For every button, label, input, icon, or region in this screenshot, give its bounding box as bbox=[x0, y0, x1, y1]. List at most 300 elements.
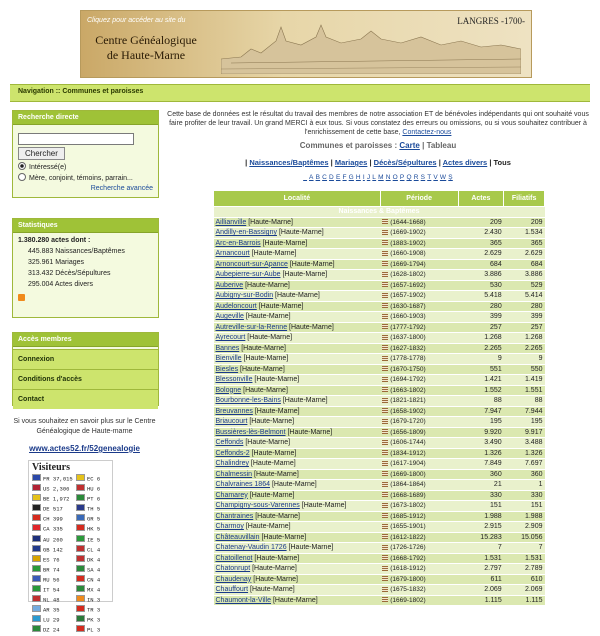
list-icon[interactable] bbox=[382, 408, 388, 413]
list-icon[interactable] bbox=[382, 240, 388, 245]
list-icon[interactable] bbox=[382, 324, 388, 329]
col-filiatifs[interactable]: Filiatifs bbox=[504, 191, 545, 207]
flag-icon bbox=[32, 625, 41, 632]
cell-localite bbox=[214, 553, 381, 564]
search-button[interactable]: Chercher bbox=[18, 147, 65, 160]
list-icon[interactable] bbox=[382, 461, 388, 466]
cell-localite bbox=[214, 333, 381, 344]
periode-text: (1655-1901) bbox=[390, 523, 426, 530]
periode-text: (1670-1750) bbox=[390, 365, 426, 373]
cell-localite bbox=[214, 343, 381, 354]
list-icon[interactable] bbox=[382, 251, 388, 256]
cell-localite bbox=[214, 385, 381, 396]
cell-actes: 551 bbox=[458, 364, 504, 375]
departement-label: [Haute-Marne] bbox=[287, 428, 333, 436]
list-icon[interactable] bbox=[382, 303, 388, 308]
flag-icon bbox=[76, 524, 85, 531]
list-icon[interactable] bbox=[382, 387, 388, 392]
localite-link[interactable]: Aubepierre-sur-Aube bbox=[215, 271, 281, 278]
table-row bbox=[214, 595, 545, 606]
visitor-country-code: HU bbox=[87, 485, 94, 493]
cell-localite bbox=[214, 438, 381, 449]
alphabet-letter-link[interactable]: O bbox=[392, 174, 398, 181]
list-icon[interactable] bbox=[382, 282, 388, 287]
cell-actes: 2.797 bbox=[458, 564, 504, 575]
cell-periode bbox=[380, 459, 458, 470]
localite-link[interactable]: Blessonville bbox=[215, 376, 253, 383]
visitor-country-code: DZ bbox=[43, 626, 50, 634]
alphabet-letter-link[interactable]: A bbox=[309, 174, 314, 181]
list-icon[interactable] bbox=[382, 450, 388, 455]
periode-text: (1630-1687) bbox=[390, 302, 426, 310]
visitor-country-row bbox=[76, 494, 114, 504]
localite-link[interactable]: Charmoy bbox=[215, 523, 244, 530]
periode-text: (1660-1903) bbox=[390, 313, 426, 320]
table-row bbox=[214, 312, 545, 323]
list-icon[interactable] bbox=[382, 587, 388, 592]
visitor-count: 1,972 bbox=[52, 495, 70, 503]
visitor-country-code: SA bbox=[87, 566, 94, 574]
periode-text: (1675-1832) bbox=[390, 586, 426, 593]
cell-actes: 3.490 bbox=[458, 438, 504, 449]
localite-link[interactable]: Ayrecourt bbox=[215, 334, 246, 341]
alphabet-letter-link[interactable]: S bbox=[420, 174, 426, 181]
menu-contact[interactable]: Contact bbox=[13, 389, 158, 409]
localite-link[interactable]: Arc-en-Barrois bbox=[215, 239, 261, 247]
localite-link[interactable]: Arnoncourt-sur-Apance bbox=[215, 260, 288, 268]
localite-link[interactable]: Briaucourt bbox=[215, 418, 248, 425]
list-icon[interactable] bbox=[382, 314, 388, 319]
cell-localite bbox=[214, 480, 381, 491]
localite-link[interactable]: Audeloncourt bbox=[215, 302, 257, 310]
list-icon[interactable] bbox=[382, 335, 388, 340]
cell-filiatifs: 529 bbox=[504, 280, 545, 291]
localite-link[interactable]: Arnancourt bbox=[215, 250, 250, 257]
cell-filiatifs: 2.069 bbox=[504, 585, 545, 596]
cell-filiatifs: 1.115 bbox=[504, 595, 545, 606]
localite-link[interactable]: Breuvannes bbox=[215, 407, 253, 415]
site-banner[interactable] bbox=[80, 10, 532, 78]
col-localite[interactable]: Localité bbox=[214, 191, 381, 207]
cell-localite bbox=[214, 501, 381, 512]
banner-click-text: Cliquez pour accéder au site du bbox=[87, 17, 186, 24]
cell-actes: 257 bbox=[458, 322, 504, 333]
flag-icon bbox=[76, 615, 85, 622]
cell-periode bbox=[380, 427, 458, 438]
alphabet-letter-link[interactable]: C bbox=[322, 174, 328, 181]
visitor-count: 29 bbox=[52, 616, 60, 624]
list-icon[interactable] bbox=[382, 356, 388, 361]
visitor-country-row bbox=[76, 524, 114, 534]
departement-label: [Haute-Marne] bbox=[289, 260, 335, 268]
visitor-country-row bbox=[76, 545, 114, 555]
cell-filiatifs: 399 bbox=[504, 312, 545, 323]
periode-text: (1644-1668) bbox=[390, 218, 426, 226]
visitor-count: 37,015 bbox=[52, 475, 73, 483]
cell-periode bbox=[380, 574, 458, 585]
cell-filiatifs: 7.944 bbox=[504, 406, 545, 417]
table-row bbox=[214, 532, 545, 543]
advanced-search-link[interactable]: Recherche avancée bbox=[90, 185, 153, 192]
side-info-text: Si vous souhaitez en savoir plus sur le Centre Généalogique de Haute-marne bbox=[13, 418, 156, 435]
visitor-country-row bbox=[32, 514, 76, 524]
cell-localite bbox=[214, 459, 381, 470]
visitor-count: 3 bbox=[96, 596, 101, 604]
localite-link[interactable]: Bourbonne-les-Bains bbox=[215, 397, 281, 404]
table-row bbox=[214, 585, 545, 596]
visitor-country-code: AU bbox=[43, 536, 50, 544]
visitor-country-row bbox=[32, 555, 76, 565]
cell-filiatifs: 1.326 bbox=[504, 448, 545, 459]
departement-label: [Haute-Marne] bbox=[254, 470, 299, 478]
filter-naissances[interactable]: Naissances/Baptêmes bbox=[249, 158, 329, 167]
cell-localite bbox=[214, 543, 381, 554]
cell-actes: 1.988 bbox=[458, 511, 504, 522]
rss-icon[interactable] bbox=[18, 294, 25, 301]
cell-localite bbox=[214, 238, 381, 249]
table-row bbox=[214, 249, 545, 260]
list-icon[interactable] bbox=[382, 293, 388, 298]
menu-connexion[interactable]: Connexion bbox=[13, 349, 158, 369]
alphabet-letter-link[interactable]: F bbox=[342, 174, 347, 181]
search-input[interactable] bbox=[18, 133, 134, 145]
visitor-country-row bbox=[32, 474, 76, 484]
list-icon[interactable] bbox=[382, 471, 388, 476]
visitor-country-code: BR bbox=[43, 566, 50, 574]
filter-mariages[interactable]: Mariages bbox=[334, 158, 368, 167]
visitor-count: 24 bbox=[52, 626, 60, 634]
periode-text: (1658-1902) bbox=[390, 407, 426, 415]
table-row bbox=[214, 480, 545, 491]
table-row bbox=[214, 385, 545, 396]
cell-actes: 684 bbox=[458, 259, 504, 270]
flag-icon bbox=[76, 565, 85, 572]
table-row bbox=[214, 259, 545, 270]
visitor-country-code: IT bbox=[43, 586, 50, 594]
localite-link[interactable]: Andilly-en-Bassigny bbox=[215, 229, 277, 236]
cell-actes: 2.629 bbox=[458, 249, 504, 260]
localite-link[interactable]: Aillianville bbox=[215, 218, 247, 226]
alphabet-letter-link[interactable]: N bbox=[385, 174, 391, 181]
localite-link[interactable]: Chantraines bbox=[215, 512, 254, 520]
alphabet-letter-link[interactable]: Q bbox=[406, 174, 412, 181]
visitor-country-row bbox=[76, 575, 114, 585]
filter-divers[interactable]: Actes divers bbox=[442, 158, 488, 167]
list-icon[interactable] bbox=[382, 524, 388, 529]
table-row bbox=[214, 543, 545, 554]
cell-periode bbox=[380, 396, 458, 407]
table-row bbox=[214, 469, 545, 480]
act-type-filter: | Naissances/Baptêmes | Mariages | Décès/Sépultures | Actes divers | Tous bbox=[245, 158, 511, 167]
visitor-country-row bbox=[76, 474, 114, 484]
flag-icon bbox=[32, 545, 41, 552]
alphabet-letter-link[interactable]: Ş bbox=[448, 174, 453, 181]
visitor-country-row bbox=[32, 504, 76, 514]
flag-icon bbox=[32, 524, 41, 531]
localite-link[interactable]: Ceffonds-2 bbox=[215, 449, 250, 457]
visitor-country-code: MX bbox=[87, 586, 94, 594]
list-icon[interactable] bbox=[382, 566, 388, 571]
localite-link[interactable]: Châteauvillain bbox=[215, 533, 260, 541]
visitor-country-code: ES bbox=[43, 556, 50, 564]
list-icon[interactable] bbox=[382, 492, 388, 497]
cell-localite bbox=[214, 532, 381, 543]
flag-icon bbox=[32, 484, 41, 491]
periode-text: (1660-1908) bbox=[390, 250, 426, 257]
alphabet-letter-link[interactable]: R bbox=[413, 174, 419, 181]
visitor-count: 76 bbox=[52, 556, 60, 564]
visitor-country-code: IN bbox=[87, 596, 94, 604]
visitor-count: 4 bbox=[96, 546, 101, 554]
cell-periode bbox=[380, 291, 458, 302]
departement-label: [Haute-Marne] bbox=[282, 397, 328, 404]
localite-link[interactable]: Chalindrey bbox=[215, 460, 249, 467]
cell-filiatifs: 209 bbox=[504, 217, 545, 228]
visitor-country-row bbox=[76, 595, 114, 605]
table-row bbox=[214, 291, 545, 302]
cell-filiatifs: 1.534 bbox=[504, 228, 545, 239]
cell-filiatifs: 15.056 bbox=[504, 532, 545, 543]
periode-text: (1657-1692) bbox=[390, 281, 426, 289]
visitor-count: 4 bbox=[96, 576, 101, 584]
cell-localite bbox=[214, 228, 381, 239]
stats-panel-title: Statistiques bbox=[13, 219, 158, 233]
visitor-count: 6 bbox=[96, 475, 101, 483]
localite-link[interactable]: Chatenay-Vaudin 1726 bbox=[215, 544, 287, 551]
departement-label: [Haute-Marne] bbox=[248, 218, 293, 226]
cell-actes: 1.421 bbox=[458, 375, 504, 386]
localite-link[interactable]: Chaudenay bbox=[215, 575, 252, 583]
cell-filiatifs: 1.551 bbox=[504, 385, 545, 396]
localite-link[interactable]: Chamarey bbox=[215, 491, 248, 499]
visitor-count: 4 bbox=[96, 586, 101, 594]
visitor-count: 74 bbox=[52, 566, 60, 574]
visitor-country-code: DE bbox=[43, 505, 50, 513]
radio-interesse[interactable] bbox=[18, 162, 26, 170]
navigation-breadcrumb: Navigation :: Communes et paroisses bbox=[18, 88, 144, 95]
list-icon[interactable] bbox=[382, 230, 388, 235]
list-icon[interactable] bbox=[382, 576, 388, 581]
cell-localite bbox=[214, 364, 381, 375]
col-periode[interactable]: Période bbox=[380, 191, 458, 207]
visitor-country-code: CL bbox=[87, 546, 94, 554]
stats-divers: 295.004 Actes divers bbox=[28, 281, 93, 288]
cell-filiatifs: 7.697 bbox=[504, 459, 545, 470]
search-panel bbox=[12, 110, 159, 198]
alphabet-letter-link[interactable]: M bbox=[378, 174, 384, 181]
banner-caption: LANGRES -1700- bbox=[457, 16, 525, 26]
departement-label: [Haute-Marne] bbox=[254, 376, 300, 383]
list-icon[interactable] bbox=[382, 398, 388, 403]
alphabet-letter-link[interactable]: J bbox=[366, 174, 371, 181]
table-row bbox=[214, 417, 545, 428]
table-row bbox=[214, 406, 545, 417]
departement-label: [Haute-Marne] bbox=[289, 323, 334, 331]
visitor-count: 35 bbox=[52, 606, 60, 614]
stats-total: 1.380.280 actes dont : bbox=[18, 237, 91, 244]
menu-conditions[interactable]: Conditions d'accès bbox=[13, 369, 158, 389]
cell-periode bbox=[380, 501, 458, 512]
flag-icon bbox=[76, 575, 85, 582]
alphabet-letter-link[interactable]: V bbox=[433, 174, 438, 181]
localite-link[interactable]: Chalvraines 1864 bbox=[215, 481, 270, 488]
flag-icon bbox=[32, 585, 41, 592]
cell-actes: 1.552 bbox=[458, 385, 504, 396]
departement-label: [Haute-Marne] bbox=[250, 586, 295, 593]
cell-actes: 195 bbox=[458, 417, 504, 428]
localite-link[interactable]: Aubigny-sur-Bodin bbox=[215, 292, 274, 299]
localite-link[interactable]: Biesles bbox=[215, 365, 239, 373]
table-row bbox=[214, 511, 545, 522]
list-icon[interactable] bbox=[382, 345, 388, 350]
localite-link[interactable]: Chauffourt bbox=[215, 586, 249, 593]
list-icon[interactable] bbox=[382, 513, 388, 518]
members-panel-title: Accès membres bbox=[13, 333, 158, 347]
visitor-count: 5 bbox=[96, 505, 101, 513]
localite-link[interactable]: Champigny-sous-Varennes bbox=[215, 502, 300, 509]
alphabet-letter-link[interactable]: G bbox=[348, 174, 354, 181]
col-actes[interactable]: Actes bbox=[458, 191, 504, 207]
flag-icon bbox=[76, 494, 85, 501]
departement-label: [Haute-Marne] bbox=[251, 449, 297, 457]
localite-link[interactable]: Chaumont-la-Ville bbox=[215, 596, 272, 604]
visitors-title: Visiteurs bbox=[32, 462, 70, 473]
departement-label: [Haute-Marne] bbox=[251, 250, 297, 257]
periode-text: (1679-1800) bbox=[390, 575, 426, 583]
localite-link[interactable]: Bussières-lès-Belmont bbox=[215, 428, 286, 436]
radio-mere-conjoint[interactable] bbox=[18, 173, 26, 181]
cell-filiatifs: 550 bbox=[504, 364, 545, 375]
intro-paragraph bbox=[166, 110, 590, 137]
departement-label: [Haute-Marne] bbox=[288, 544, 334, 551]
cell-periode bbox=[380, 238, 458, 249]
periode-text: (1685-1912) bbox=[390, 512, 426, 520]
periode-text: (1656-1809) bbox=[390, 428, 426, 436]
localite-link[interactable]: Chatoillenot bbox=[215, 554, 253, 562]
table-row bbox=[214, 396, 545, 407]
visitor-country-code: LU bbox=[43, 616, 50, 624]
localite-link[interactable]: Ceffonds bbox=[215, 439, 244, 446]
visitor-country-row bbox=[32, 545, 76, 555]
visitor-country-code: CA bbox=[43, 525, 50, 533]
list-icon[interactable] bbox=[382, 419, 388, 424]
filter-deces[interactable]: Décès/Sépultures bbox=[373, 158, 437, 167]
alphabet-letter-link[interactable]: _ bbox=[303, 174, 308, 181]
localite-link[interactable]: Augeville bbox=[215, 313, 244, 320]
alphabet-letter-link[interactable]: D bbox=[329, 174, 334, 181]
list-icon[interactable] bbox=[382, 534, 388, 539]
localite-link[interactable]: Chatonrupt bbox=[215, 565, 251, 572]
visitor-country-code: HK bbox=[87, 525, 94, 533]
table-row bbox=[214, 448, 545, 459]
alphabet-letter-link[interactable]: B bbox=[315, 174, 321, 181]
cell-filiatifs: 1.268 bbox=[504, 333, 545, 344]
cell-periode bbox=[380, 385, 458, 396]
cell-periode bbox=[380, 322, 458, 333]
alphabet-letter-link[interactable]: H bbox=[355, 174, 361, 181]
table-row bbox=[214, 522, 545, 533]
cell-actes: 1.531 bbox=[458, 553, 504, 564]
visitor-country-row bbox=[76, 585, 114, 595]
alphabet-letter-link[interactable]: W bbox=[439, 174, 447, 181]
list-icon[interactable] bbox=[382, 503, 388, 508]
list-icon[interactable] bbox=[382, 545, 388, 550]
cell-filiatifs: 280 bbox=[504, 301, 545, 312]
periode-text: (1606-1744) bbox=[390, 439, 426, 446]
cell-filiatifs: 360 bbox=[504, 469, 545, 480]
table-row bbox=[214, 438, 545, 449]
alphabet-letter-link[interactable]: T bbox=[427, 174, 432, 181]
cell-filiatifs: 684 bbox=[504, 259, 545, 270]
list-icon[interactable] bbox=[382, 440, 388, 445]
flag-icon bbox=[76, 545, 85, 552]
cell-localite bbox=[214, 322, 381, 333]
visitor-country-code: CN bbox=[87, 576, 94, 584]
cell-localite bbox=[214, 270, 381, 281]
cell-actes: 7 bbox=[458, 543, 504, 554]
table-row bbox=[214, 343, 545, 354]
alphabet-letter-link[interactable]: P bbox=[399, 174, 405, 181]
carte-link[interactable]: Carte bbox=[399, 141, 420, 150]
cell-localite bbox=[214, 396, 381, 407]
localite-link[interactable]: Bologne bbox=[215, 386, 242, 394]
departement-label: [Haute-Marne] bbox=[258, 302, 304, 310]
alphabet-letter-link[interactable]: L bbox=[372, 174, 377, 181]
visitors-widget[interactable] bbox=[28, 460, 113, 634]
communes-table bbox=[213, 190, 545, 606]
periode-text: (1679-1720) bbox=[390, 418, 426, 425]
visitor-country-code: PK bbox=[87, 616, 94, 624]
cell-localite bbox=[214, 217, 381, 228]
list-icon[interactable] bbox=[382, 272, 388, 277]
cell-periode bbox=[380, 406, 458, 417]
cell-actes: 2.069 bbox=[458, 585, 504, 596]
cell-actes: 1.268 bbox=[458, 333, 504, 344]
navigation-bar bbox=[10, 84, 590, 102]
localite-link[interactable]: Bannes bbox=[215, 344, 240, 352]
list-icon[interactable] bbox=[382, 261, 388, 266]
cell-actes: 7.849 bbox=[458, 459, 504, 470]
list-icon[interactable] bbox=[382, 219, 388, 224]
list-icon[interactable] bbox=[382, 482, 388, 487]
cell-localite bbox=[214, 564, 381, 575]
cell-filiatifs: 365 bbox=[504, 238, 545, 249]
visitor-count: 4 bbox=[96, 556, 101, 564]
list-icon[interactable] bbox=[382, 429, 388, 434]
cell-filiatifs: 610 bbox=[504, 574, 545, 585]
list-icon[interactable] bbox=[382, 555, 388, 560]
side-info-link[interactable]: www.actes52.fr/52genealogie bbox=[29, 444, 140, 453]
localite-link[interactable]: Bienville bbox=[215, 355, 242, 362]
contact-link[interactable]: Contactez-nous bbox=[402, 129, 452, 136]
cell-filiatifs: 9 bbox=[504, 354, 545, 365]
communes-header bbox=[166, 141, 590, 150]
alphabet-letter-link[interactable]: I bbox=[362, 174, 365, 181]
cell-filiatifs: 5.414 bbox=[504, 291, 545, 302]
localite-link[interactable]: Autreville-sur-la-Renne bbox=[215, 323, 288, 331]
localite-link[interactable]: Chalmessin bbox=[215, 470, 253, 478]
periode-text: (1834-1912) bbox=[390, 449, 426, 457]
list-icon[interactable] bbox=[382, 377, 388, 382]
visitor-country-code: IE bbox=[87, 536, 94, 544]
flag-icon bbox=[76, 555, 85, 562]
list-icon[interactable] bbox=[382, 366, 388, 371]
localite-link[interactable]: Auberive bbox=[215, 281, 244, 289]
visitor-country-row bbox=[76, 514, 114, 524]
visitor-country-row bbox=[76, 535, 114, 545]
alphabet-letter-link[interactable]: E bbox=[335, 174, 341, 181]
visitor-count: 4 bbox=[96, 566, 101, 574]
